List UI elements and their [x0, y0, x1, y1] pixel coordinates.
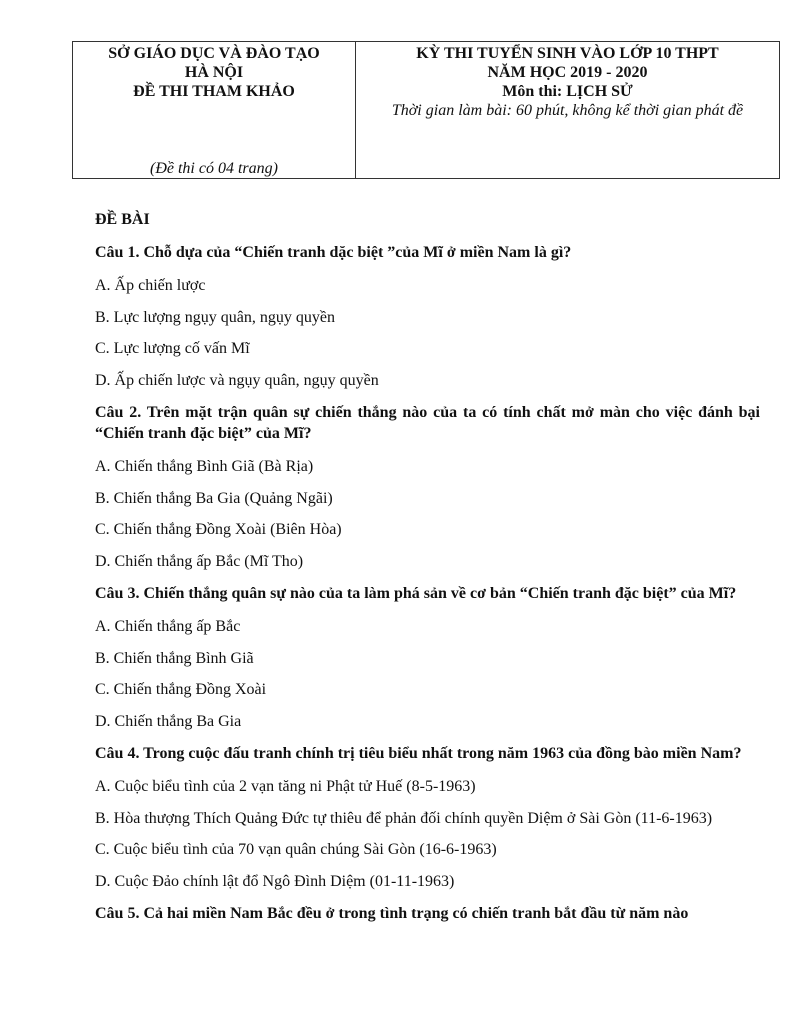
department-name: SỞ GIÁO DỤC VÀ ĐÀO TẠO: [108, 45, 320, 62]
question-3-option-d: D. Chiến thắng Ba Gia: [95, 712, 242, 730]
question-3-option-b: B. Chiến thắng Bình Giã: [95, 649, 254, 667]
question-3-text: Câu 3. Chiến thắng quân sự nào của ta làm phá sản về cơ bản “Chiến tranh đặc biệt” của Mĩ?: [95, 585, 737, 602]
subject: Môn thi: LỊCH SỬ: [502, 83, 633, 100]
question-5-text: Câu 5. Cả hai miền Nam Bắc đều ở trong tình trạng có chiến tranh bắt đầu từ năm nào: [95, 905, 689, 922]
question-list: [95, 242, 760, 924]
page-count-note: (Đề thi có 04 trang): [150, 160, 278, 177]
exam-title: KỲ THI TUYỂN SINH VÀO LỚP 10 THPT: [416, 45, 719, 62]
question-4-option-b: B. Hòa thượng Thích Quảng Đức tự thiêu để phản đối chính quyền Diệm ở Sài Gòn (11-6-1963): [95, 809, 713, 827]
question-1-option-a: A. Ấp chiến lược: [95, 277, 206, 294]
city-name: HÀ NỘI: [184, 64, 244, 81]
question-3-option-c: C. Chiến thắng Đồng Xoài: [95, 681, 267, 698]
question-1-text: Câu 1. Chỗ dựa của “Chiến tranh dặc biệt ”của Mĩ ở miền Nam là gì?: [95, 244, 572, 261]
question-2-text: Câu 2. Trên mặt trận quân sự chiến thắng nào của ta có tính chất mở màn cho việc đánh bại “Chiến tranh đặc biệt” của Mĩ?: [95, 404, 760, 442]
school-year: NĂM HỌC 2019 - 2020: [487, 64, 648, 81]
time-note: Thời gian làm bài: 60 phút, không kể thời gian phát đề: [391, 102, 744, 119]
question-2-option-a: A. Chiến thắng Bình Giã (Bà Rịa): [95, 458, 314, 475]
exam-content: [95, 210, 760, 937]
question-4-text: Câu 4. Trong cuộc đấu tranh chính trị tiêu biểu nhất trong năm 1963 của đồng bào miền Nam?: [95, 745, 742, 762]
exam-header-table: [72, 41, 780, 179]
question-3-option-a: A. Chiến thắng ấp Bắc: [95, 618, 241, 635]
question-2-option-d: D. Chiến thắng ấp Bắc (Mĩ Tho): [95, 552, 304, 570]
question-1-option-d: D. Ấp chiến lược và ngụy quân, ngụy quyền: [95, 371, 379, 389]
header-left-cell: [73, 42, 356, 178]
section-title: ĐỀ BÀI: [95, 211, 150, 228]
header-right-cell: [356, 42, 779, 178]
question-4-option-d: D. Cuộc Đảo chính lật đổ Ngô Đình Diệm (01-11-1963): [95, 872, 455, 890]
question-1-option-b: B. Lực lượng ngụy quân, ngụy quyền: [95, 308, 335, 326]
question-1-option-c: C. Lực lượng cố vấn Mĩ: [95, 340, 250, 357]
question-4-option-c: C. Cuộc biểu tình của 70 vạn quân chúng Sài Gòn (16-6-1963): [95, 841, 497, 858]
question-4-option-a: A. Cuộc biểu tình của 2 vạn tăng ni Phật tử Huế (8-5-1963): [95, 778, 476, 795]
question-2-option-b: B. Chiến thắng Ba Gia (Quảng Ngãi): [95, 489, 333, 507]
question-2-option-c: C. Chiến thắng Đồng Xoài (Biên Hòa): [95, 521, 342, 538]
exam-type: ĐỀ THI THAM KHẢO: [133, 83, 295, 100]
